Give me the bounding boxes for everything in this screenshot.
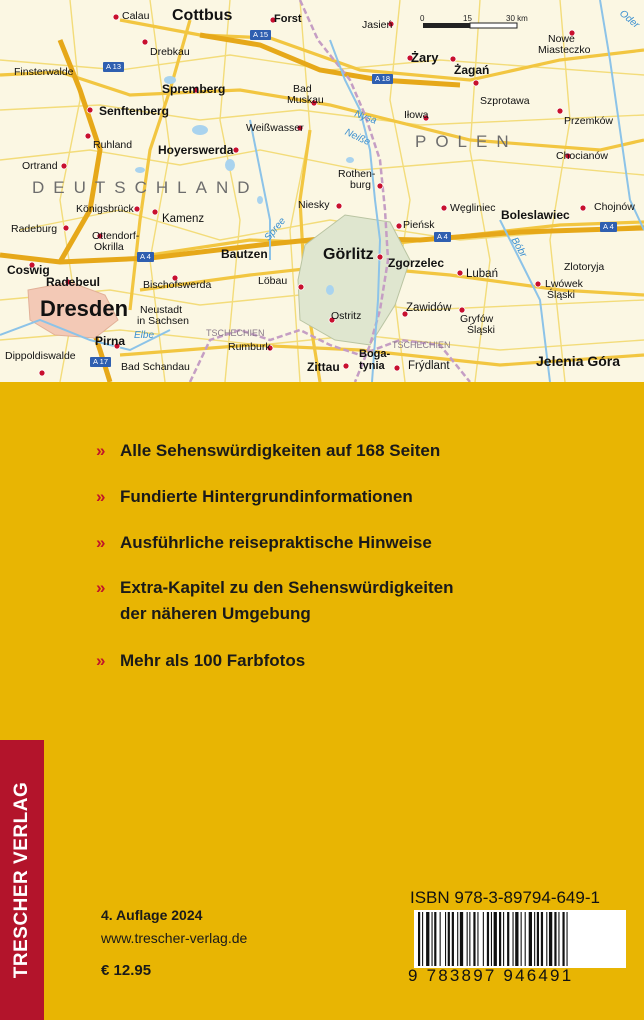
feature-text: Extra-Kapitel zu den Sehenswürdigkeiten [120, 578, 454, 597]
city-label: tynia [359, 360, 385, 372]
city-label: Żagań [454, 63, 490, 77]
city-label: Jasień [362, 19, 393, 31]
city-label: Zittau [307, 360, 340, 374]
bullet-mark: » [96, 578, 106, 597]
city-label: Dresden [40, 296, 129, 321]
feature-text: Mehr als 100 Farbfotos [120, 651, 306, 670]
river-label: Spree [262, 215, 289, 244]
city-label: Zawidów [406, 302, 452, 314]
city-label: Boleslawiec [501, 208, 570, 222]
road-shield: A 13 [103, 62, 124, 72]
city-label: Radebeul [46, 275, 101, 289]
city-label: Senftenberg [99, 104, 170, 118]
road-shield: A 4 [137, 252, 154, 262]
road-shield: A 4 [434, 232, 451, 242]
feature-text: Alle Sehenswürdigkeiten auf 168 Seiten [120, 441, 441, 460]
city-label: Frýdlant [408, 360, 450, 372]
city-label: Iłowa [404, 109, 429, 121]
bullet-mark: » [96, 487, 106, 506]
river-label: Neiße [342, 126, 372, 149]
road-shield: A 15 [250, 30, 271, 40]
city-label: Coswig [7, 263, 50, 277]
city-label: Żary [411, 50, 439, 65]
publisher-band [0, 740, 44, 1020]
river-label: Nysa [352, 108, 378, 127]
city-label: Chocianów [556, 150, 608, 162]
city-label: Forst [274, 13, 302, 25]
city-label: Jelenia Góra [536, 353, 621, 369]
city-label: Hoyerswerda [158, 143, 234, 157]
city-label: Przemków [564, 115, 614, 127]
bullet-mark: » [96, 533, 106, 552]
city-label: Nowe [548, 33, 575, 45]
city-label: Bad Schandau [121, 361, 190, 373]
city-label: Kamenz [162, 213, 205, 225]
city-label: Bautzen [221, 247, 268, 261]
city-label: Königsbrück [76, 203, 134, 215]
city-label: Bad [293, 83, 312, 95]
city-label: Finsterwalde [14, 66, 74, 78]
country-label-de: DEUTSCHLAND [32, 178, 259, 197]
bullet-mark: » [96, 651, 106, 670]
city-label: Dippoldiswalde [5, 350, 76, 362]
city-label: Śląski [467, 324, 496, 336]
city-label: Rumburk [228, 341, 271, 353]
city-label: Okrilla [94, 241, 124, 253]
website: www.trescher-verlag.de [101, 930, 248, 946]
city-label: Miasteczko [538, 44, 591, 56]
river-label: Elbe [134, 330, 155, 341]
city-label: Muskau [287, 94, 324, 106]
city-label: Lubań [466, 268, 498, 280]
city-label: Śląski [547, 289, 576, 301]
city-label: burg [350, 179, 372, 191]
city-label: Ottendorf- [92, 230, 140, 242]
scale-end: 30 km [506, 14, 528, 23]
road-shield: A 17 [90, 357, 111, 367]
city-label: Spremberg [162, 82, 226, 96]
city-label: Görlitz [323, 246, 374, 263]
city-label: Węgliniec [450, 202, 496, 214]
city-label: Zgorzelec [388, 256, 445, 270]
border-label: TSCHECHIEN [206, 328, 265, 338]
edition: 4. Auflage 2024 [101, 907, 203, 923]
city-label: Radeburg [11, 223, 58, 235]
city-label: Lwówek [545, 278, 583, 290]
city-label: Drebkau [150, 46, 190, 58]
city-label: Gryfów [460, 313, 494, 325]
city-label: in Sachsen [137, 315, 189, 327]
scale-zero: 0 [420, 14, 425, 23]
border-label: TSCHECHIEN [392, 340, 451, 350]
scale-mid: 15 [463, 14, 472, 23]
city-label: Ruhland [93, 139, 133, 151]
city-label: Zlotoryja [564, 261, 605, 273]
river-label: Oder [617, 8, 642, 31]
map [0, 0, 644, 382]
city-label: Löbau [258, 275, 288, 287]
barcode [414, 910, 626, 968]
country-label-pl: POLEN [415, 132, 518, 151]
feature-text: Ausführliche reisepraktische Hinweise [120, 533, 432, 552]
road-shield: A 4 [600, 222, 617, 232]
city-label: Ortrand [22, 160, 58, 172]
city-label: Pirna [95, 334, 126, 348]
ean-number: 9 783897 946491 [408, 966, 574, 985]
river-label: Bóbr [508, 235, 529, 260]
price: € 12.95 [101, 962, 152, 979]
city-label: Chojnów [594, 201, 635, 213]
city-label: Weißwasser [246, 122, 304, 134]
city-label: Pieńsk [403, 219, 435, 231]
city-label: Bischofswerda [143, 279, 212, 291]
city-label: Ostritz [331, 310, 362, 322]
city-label: Rothen- [338, 168, 376, 180]
city-label: Cottbus [172, 7, 233, 24]
feature-text: Fundierte Hintergrundinformationen [120, 487, 413, 506]
publisher-name: TRESCHER VERLAG [11, 781, 32, 979]
feature-text: der näheren Umgebung [120, 604, 311, 623]
road-shield: A 18 [372, 74, 393, 84]
city-label: Calau [122, 10, 150, 22]
bullet-mark: » [96, 441, 106, 460]
city-label: Niesky [298, 199, 330, 211]
city-label: Boga- [359, 348, 391, 360]
city-label: Szprotawa [480, 95, 530, 107]
isbn: ISBN 978-3-89794-649-1 [410, 888, 600, 907]
city-label: Neustadt [140, 304, 183, 316]
